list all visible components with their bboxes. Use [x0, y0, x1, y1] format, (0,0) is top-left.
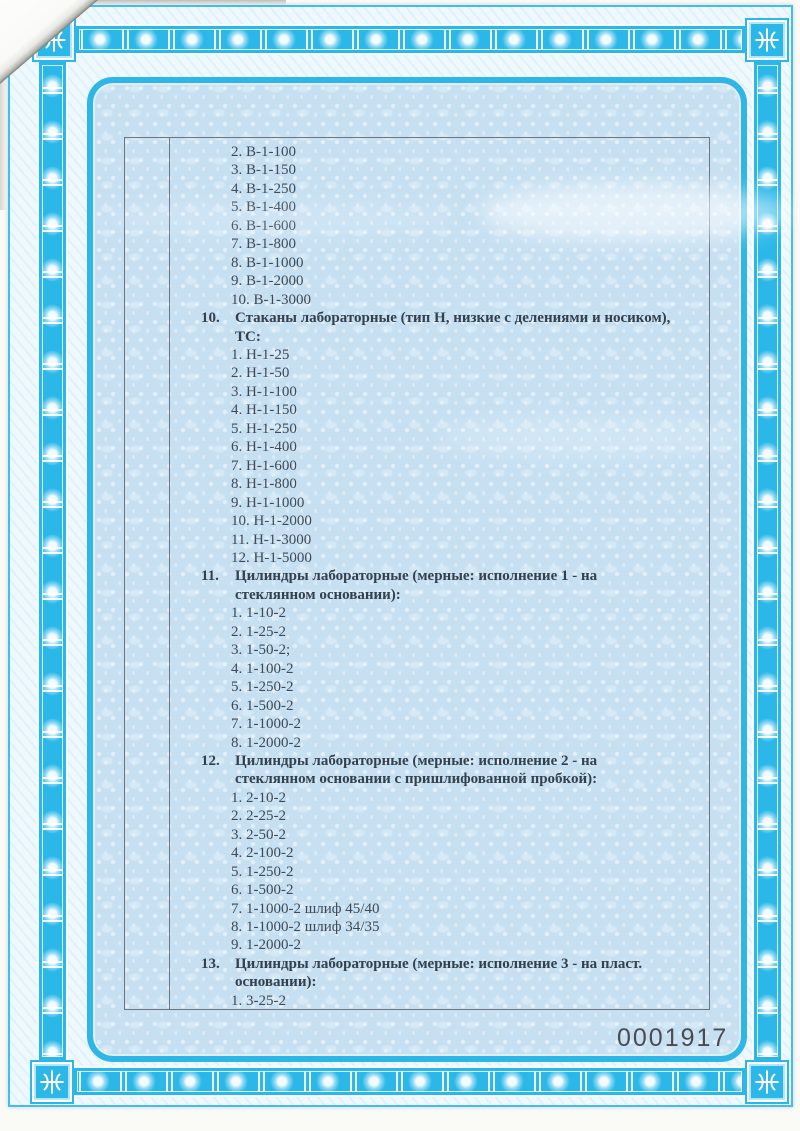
heading-line: Цилиндры лабораторные (мерные: исполнение 3 - на пласт. [235, 955, 643, 972]
ornament-border-bottom [72, 1066, 747, 1097]
list-item: 6. 1-500-2 [231, 697, 294, 714]
list-item: 9. В-1-2000 [231, 273, 304, 290]
list-item: 3. 1-50-2; [231, 642, 291, 659]
list-item: 9. 1-2000-2 [231, 937, 301, 954]
list-item: 5. 1-250-2 [231, 863, 294, 880]
list-item: 8. Н-1-800 [231, 476, 297, 493]
list-item: 10. В-1-3000 [231, 291, 311, 308]
list-item: 11. Н-1-3000 [231, 531, 312, 548]
section-number: 10. [201, 310, 220, 327]
list-item: 6. Н-1-400 [231, 439, 297, 456]
heading-line: Стаканы лабораторные (тип Н, низкие с делениями и носиком), [235, 310, 671, 327]
ornament-border-left [37, 60, 68, 1062]
list-item: 5. Н-1-250 [231, 420, 297, 437]
list-item: 2. 1-25-2 [231, 623, 286, 640]
glassware-list-table [124, 137, 710, 1010]
section-heading [201, 567, 709, 604]
section-number: 11. [201, 568, 219, 585]
list-item: 4. Н-1-150 [231, 402, 297, 419]
section-heading-text [235, 955, 642, 992]
list-item: 12. Н-1-5000 [231, 549, 312, 566]
ornament-corner-top-right [747, 20, 787, 60]
heading-line: стеклянном основании): [235, 586, 401, 603]
list-item: 4. 2-100-2 [231, 845, 294, 862]
list-item: 7. 1-1000-2 [231, 716, 301, 733]
list-item: 6. В-1-600 [231, 217, 296, 234]
list-item: 1. 2-10-2 [231, 789, 286, 806]
list-item: 9. Н-1-1000 [231, 494, 305, 511]
list-item: 3. Н-1-100 [231, 383, 297, 400]
ornament-border-right [752, 60, 783, 1062]
corner-rosette-icon [752, 25, 782, 55]
list-item: 3. В-1-150 [231, 162, 296, 179]
ornament-corner-bottom-left [32, 1062, 72, 1102]
ornament-border-top [74, 24, 747, 55]
list-item: 8. 1-1000-2 шлиф 34/35 [231, 919, 380, 936]
ornament-corner-bottom-right [747, 1062, 787, 1102]
list-item: 2. 2-25-2 [231, 808, 286, 825]
list-item: 1. 3-25-2 [231, 992, 286, 1009]
corner-rosette-icon [37, 1067, 67, 1097]
heading-line: Цилиндры лабораторные (мерные: исполнение 2 - на [235, 752, 598, 769]
table-narrow-column [125, 138, 170, 1009]
list-item: 8. 1-2000-2 [231, 734, 301, 751]
section-number: 12. [201, 752, 220, 769]
list-item: 7. Н-1-600 [231, 457, 297, 474]
list-item: 5. В-1-400 [231, 199, 296, 216]
list-item: 4. 1-100-2 [231, 660, 294, 677]
list-item: 6. 1-500-2 [231, 882, 294, 899]
heading-line: Цилиндры лабораторные (мерные: исполнение 1 - на [235, 568, 598, 585]
section-heading-text [235, 309, 670, 346]
list-item: 2. Н-1-50 [231, 365, 290, 382]
section-heading-text [235, 567, 597, 604]
section-heading [201, 955, 709, 992]
list-item: 10. Н-1-2000 [231, 513, 312, 530]
list-section [201, 955, 709, 1010]
section-heading [201, 752, 709, 789]
list-item: 3. 2-50-2 [231, 826, 286, 843]
list-section [201, 752, 709, 955]
list-item: 4. В-1-250 [231, 180, 296, 197]
heading-line: основании): [235, 974, 317, 991]
section-heading [201, 309, 709, 346]
scanned-page [8, 5, 793, 1107]
list-item: 8. В-1-1000 [231, 254, 304, 271]
list-sections [170, 138, 709, 1009]
serial-number: 0001917 [617, 1024, 729, 1052]
heading-line: ТС: [235, 328, 261, 345]
section-heading-text [235, 752, 597, 789]
section-number: 13. [201, 955, 220, 972]
list-item: 5. 1-250-2 [231, 679, 294, 696]
list-item: 7. В-1-800 [231, 236, 296, 253]
list-section [201, 143, 709, 309]
heading-line: стеклянном основании с пришлифованной пробкой): [235, 771, 598, 788]
list-item: 1. Н-1-25 [231, 346, 290, 363]
list-item: 1. 1-10-2 [231, 605, 286, 622]
corner-rosette-icon [752, 1067, 782, 1097]
list-item: 2. В-1-100 [231, 144, 296, 160]
list-section [201, 309, 709, 567]
list-section [201, 567, 709, 752]
list-item: 7. 1-1000-2 шлиф 45/40 [231, 900, 380, 917]
